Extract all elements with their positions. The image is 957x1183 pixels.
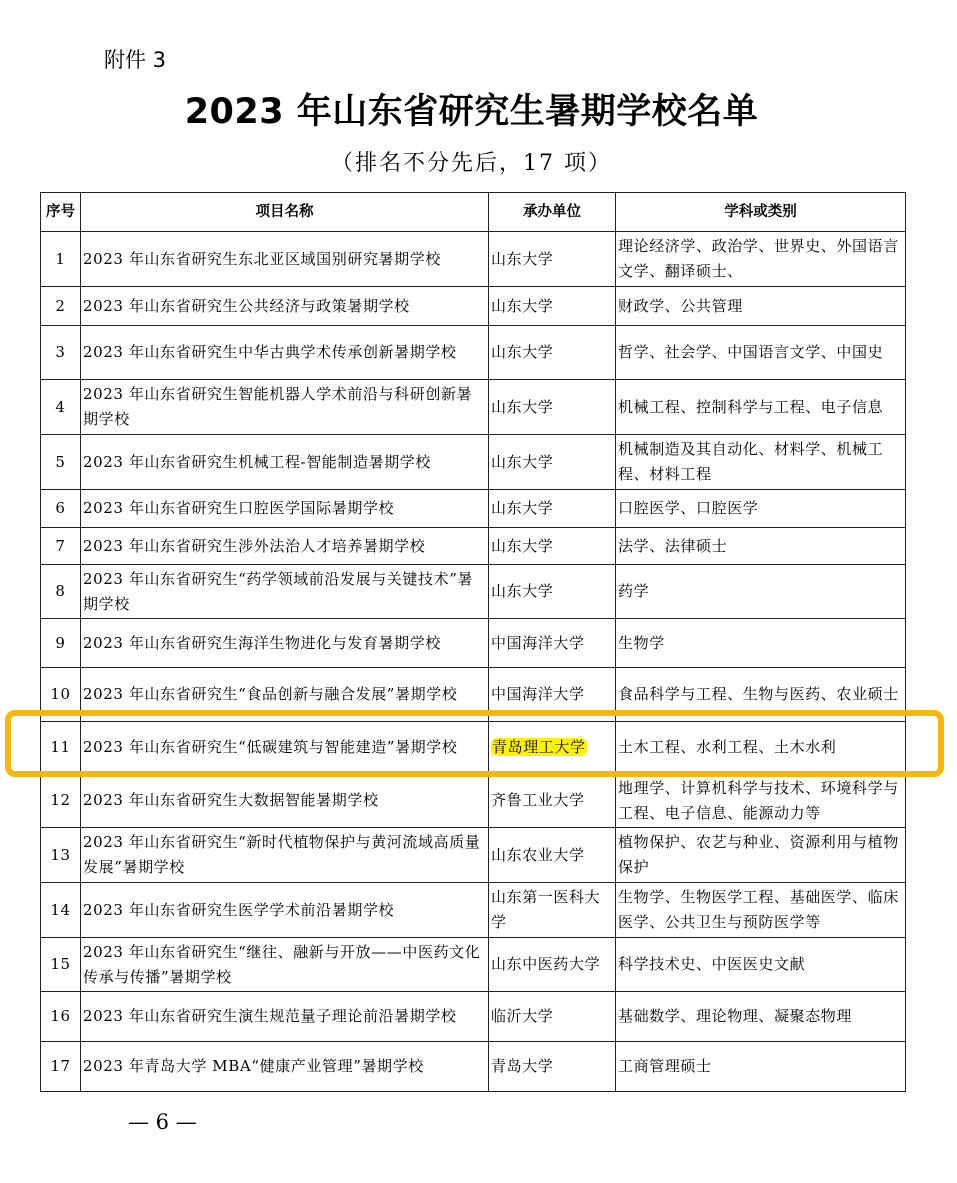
table-row [41, 938, 906, 992]
header-no: 序号 [41, 193, 81, 232]
row-project-name: 2023 年山东省研究生海洋生物进化与发育暑期学校 [81, 619, 489, 668]
row-subject: 科学技术史、中医医史文献 [616, 938, 906, 992]
row-no: 16 [41, 992, 81, 1042]
row-project-name: 2023 年山东省研究生东北亚区域国别研究暑期学校 [81, 232, 489, 287]
table-row [41, 992, 906, 1042]
row-project-name: 2023 年山东省研究生公共经济与政策暑期学校 [81, 287, 489, 326]
row-no: 11 [41, 722, 81, 774]
table-row [41, 380, 906, 435]
row-organizer: 山东农业大学 [489, 828, 616, 883]
row-no: 4 [41, 380, 81, 435]
row-project-name: 2023 年山东省研究生“食品创新与融合发展”暑期学校 [81, 668, 489, 722]
table-row [41, 232, 906, 287]
row-subject: 理论经济学、政治学、世界史、外国语言文学、翻译硕士、 [616, 232, 906, 287]
row-subject: 地理学、计算机科学与技术、环境科学与工程、电子信息、能源动力等 [616, 774, 906, 828]
row-subject: 土木工程、水利工程、土木水利 [616, 722, 906, 774]
row-no: 9 [41, 619, 81, 668]
row-subject: 财政学、公共管理 [616, 287, 906, 326]
page-number: — 6 — [128, 1110, 197, 1134]
row-organizer: 山东中医药大学 [489, 938, 616, 992]
row-organizer: 齐鲁工业大学 [489, 774, 616, 828]
row-subject: 哲学、社会学、中国语言文学、中国史 [616, 326, 906, 380]
row-project-name: 2023 年山东省研究生口腔医学国际暑期学校 [81, 490, 489, 528]
row-organizer: 青岛大学 [489, 1042, 616, 1092]
table-row [41, 326, 906, 380]
document-subtitle: （排名不分先后，17 项） [331, 151, 612, 176]
row-project-name: 2023 年青岛大学 MBA“健康产业管理”暑期学校 [81, 1042, 489, 1092]
row-project-name: 2023 年山东省研究生中华古典学术传承创新暑期学校 [81, 326, 489, 380]
document-title: 2023 年山东省研究生暑期学校名单 [184, 92, 759, 132]
row-project-name: 2023 年山东省研究生机械工程-智能制造暑期学校 [81, 435, 489, 490]
header-subject: 学科或类别 [616, 193, 906, 232]
row-subject: 药学 [616, 565, 906, 619]
row-organizer: 山东大学 [489, 528, 616, 565]
header-organizer: 承办单位 [489, 193, 616, 232]
row-organizer: 中国海洋大学 [489, 668, 616, 722]
highlighted-organizer: 青岛理工大学 [492, 738, 586, 756]
row-organizer: 山东大学 [489, 380, 616, 435]
row-subject: 机械制造及其自动化、材料学、机械工程、材料工程 [616, 435, 906, 490]
summer-school-table [40, 192, 906, 1092]
row-project-name: 2023 年山东省研究生医学学术前沿暑期学校 [81, 883, 489, 938]
row-organizer: 山东大学 [489, 287, 616, 326]
row-subject: 口腔医学、口腔医学 [616, 490, 906, 528]
row-subject: 生物学、生物医学工程、基础医学、临床医学、公共卫生与预防医学等 [616, 883, 906, 938]
table-row [41, 528, 906, 565]
row-organizer: 中国海洋大学 [489, 619, 616, 668]
row-no: 7 [41, 528, 81, 565]
row-no: 14 [41, 883, 81, 938]
row-project-name: 2023 年山东省研究生“药学领域前沿发展与关键技术”暑期学校 [81, 565, 489, 619]
attachment-label: 附件 3 [104, 48, 167, 72]
table-row [41, 883, 906, 938]
row-no: 12 [41, 774, 81, 828]
table-header-row [41, 193, 906, 232]
row-subject: 法学、法律硕士 [616, 528, 906, 565]
row-subject: 机械工程、控制科学与工程、电子信息 [616, 380, 906, 435]
row-no: 13 [41, 828, 81, 883]
table-row [41, 619, 906, 668]
row-no: 6 [41, 490, 81, 528]
table-row [41, 287, 906, 326]
row-no: 15 [41, 938, 81, 992]
highlight-box [5, 710, 944, 777]
header-project-name: 项目名称 [81, 193, 489, 232]
table-row [41, 828, 906, 883]
row-organizer: 山东大学 [489, 232, 616, 287]
row-organizer: 山东大学 [489, 490, 616, 528]
row-no: 3 [41, 326, 81, 380]
row-project-name: 2023 年山东省研究生智能机器人学术前沿与科研创新暑期学校 [81, 380, 489, 435]
row-project-name: 2023 年山东省研究生“新时代植物保护与黄河流域高质量发展”暑期学校 [81, 828, 489, 883]
row-no: 10 [41, 668, 81, 722]
row-organizer: 山东大学 [489, 565, 616, 619]
row-organizer: 山东大学 [489, 326, 616, 380]
table-row [41, 490, 906, 528]
table-row [41, 435, 906, 490]
row-subject: 工商管理硕士 [616, 1042, 906, 1092]
row-subject: 植物保护、农艺与种业、资源利用与植物保护 [616, 828, 906, 883]
table-row [41, 774, 906, 828]
row-no: 1 [41, 232, 81, 287]
row-no: 5 [41, 435, 81, 490]
row-project-name: 2023 年山东省研究生涉外法治人才培养暑期学校 [81, 528, 489, 565]
table-row [41, 1042, 906, 1092]
row-project-name: 2023 年山东省研究生“低碳建筑与智能建造”暑期学校 [81, 722, 489, 774]
row-organizer: 临沂大学 [489, 992, 616, 1042]
row-organizer: 山东第一医科大学 [489, 883, 616, 938]
row-project-name: 2023 年山东省研究生大数据智能暑期学校 [81, 774, 489, 828]
row-project-name: 2023 年山东省研究生演生规范量子理论前沿暑期学校 [81, 992, 489, 1042]
row-subject: 基础数学、理论物理、凝聚态物理 [616, 992, 906, 1042]
row-subject: 生物学 [616, 619, 906, 668]
row-subject: 食品科学与工程、生物与医药、农业硕士 [616, 668, 906, 722]
row-no: 2 [41, 287, 81, 326]
row-project-name: 2023 年山东省研究生“继往、融新与开放——中医药文化传承与传播”暑期学校 [81, 938, 489, 992]
row-no: 8 [41, 565, 81, 619]
row-no: 17 [41, 1042, 81, 1092]
row-organizer: 山东大学 [489, 435, 616, 490]
table-row [41, 565, 906, 619]
